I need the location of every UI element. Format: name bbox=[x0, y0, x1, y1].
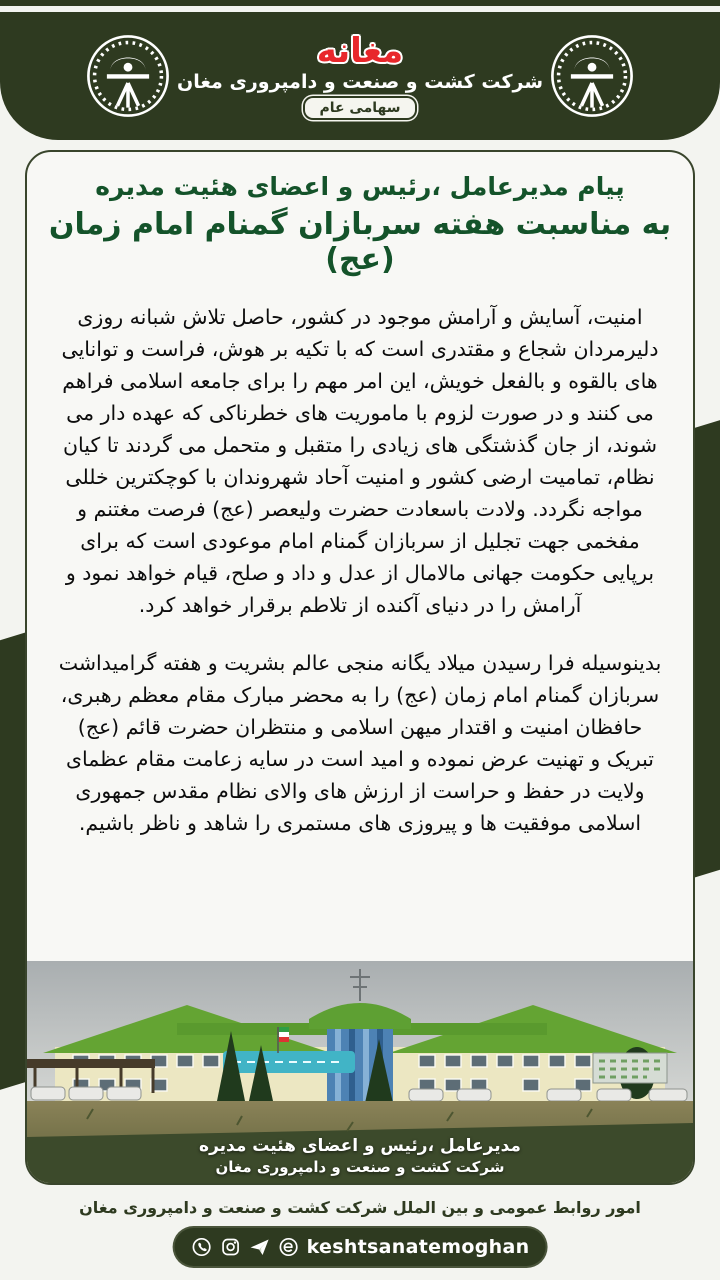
company-emblem-left bbox=[84, 32, 172, 120]
message-body bbox=[57, 301, 663, 839]
instagram-icon[interactable] bbox=[220, 1236, 242, 1258]
message-paragraph-2: بدینوسیله فرا رسیدن میلاد یگانه منجی عالم بشریت و هفته گرامیداشت سربازان گمنام امام زمان (عج) را به محضر مبارک مقام معظم رهبری، حافظان امنیت و اقتدار میهن اسلامی و منتظران حضرت قائم (عج) تبریک و تهنیت عرض نموده و امید است در سایه زعامت مقام عظمای ولایت در حفظ و حراست از ارزش های والای نظام مقدس جمهوری اسلامی موفقیت ها و پیروزی های مستمری را شاهد و ناظر باشیم. bbox=[58, 651, 662, 835]
card-title-line2: به مناسبت هفته سربازان گمنام امام زمان (عج) bbox=[48, 207, 672, 277]
company-name: شرکت کشت و صنعت و دامپروری مغان bbox=[176, 71, 544, 93]
header bbox=[0, 12, 720, 140]
message-card bbox=[25, 150, 695, 1185]
footer-department-line: امور روابط عمومی و بین الملل شرکت کشت و صنعت و دامپروری مغان bbox=[79, 1198, 641, 1217]
social-handle[interactable]: keshtsanatemoghan bbox=[306, 1236, 530, 1258]
company-emblem-right bbox=[548, 32, 636, 120]
telegram-icon[interactable] bbox=[249, 1236, 271, 1258]
public-company-badge: سهامی عام bbox=[305, 98, 414, 118]
whatsapp-icon[interactable] bbox=[191, 1236, 213, 1258]
photo-caption bbox=[27, 1136, 693, 1176]
photo-caption-line2: شرکت کشت و صنعت و دامپروری مغان bbox=[215, 1158, 505, 1176]
photo-caption-line1: مدیرعامل ،رئیس و اعضای هئیت مدیره bbox=[199, 1136, 521, 1156]
plow-lines-icon bbox=[117, 83, 138, 108]
top-accent-strip bbox=[0, 0, 720, 6]
card-title-line1: پیام مدیرعامل ،رئیس و اعضای هئیت مدیره bbox=[95, 172, 625, 201]
social-media-badge[interactable] bbox=[175, 1228, 546, 1266]
headquarters-photo bbox=[27, 961, 693, 1183]
eitaa-icon[interactable] bbox=[278, 1236, 300, 1258]
message-paragraph-1: امنیت، آسایش و آرامش موجود در کشور، حاصل تلاش شبانه روزی دلیرمردان شجاع و مقتدری است که با تکیه بر هوش، فراست و توانایی های بالقوه و بالفعل خویش، این امر مهم را برای جامعه اسلامی فراهم می کنند و در صورت لزوم با ماموریت های خطرناکی که عهده دار می شوند، از جان گذشتگی های زیادی را متقبل و متحمل می گردند تا کیان نظام، تمامیت ارضی کشور و امنیت آحاد شهروندان با کوچکترین خللی مواجه نگردد. ولادت باسعادت حضرت ولیعصر (عج) فرصت مغتنم و مفخمی جهت تجلیل از سربازان گمنام امام موعودی است که برای برپایی حکومت جهانی مالامال از عدل و داد و صلح، قیام خواهد نمود و آرامش را در دنیای آکنده از تلاطم برقرار خواهد کرد. bbox=[61, 305, 659, 617]
plow-lines-icon bbox=[581, 83, 602, 108]
brand-logo-word: مغانه bbox=[316, 31, 404, 71]
